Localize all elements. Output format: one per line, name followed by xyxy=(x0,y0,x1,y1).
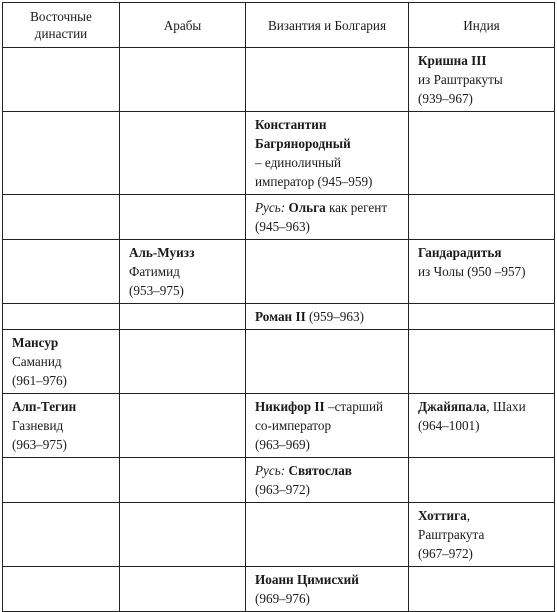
cell-line xyxy=(418,70,548,89)
ruler-name: Никифор II xyxy=(255,399,325,414)
ruler-name: Хоттига xyxy=(418,508,467,523)
cell-arabs xyxy=(120,567,246,612)
ruler-name: Мансур xyxy=(12,335,59,350)
header-eastern-dynasties: Восточные династии xyxy=(3,3,120,48)
cell-india xyxy=(409,240,555,304)
cell-line xyxy=(12,371,113,390)
cell-line xyxy=(12,435,113,454)
cell-text: (953–975) xyxy=(129,283,184,298)
cell-byzantium-bulgaria xyxy=(246,304,409,330)
cell-byzantium-bulgaria xyxy=(246,330,409,394)
cell-line xyxy=(255,172,402,191)
cell-text: (939–967) xyxy=(418,91,473,106)
cell-eastern-dynasties xyxy=(3,48,120,112)
cell-line xyxy=(418,506,548,525)
cell-arabs xyxy=(120,394,246,458)
cell-line xyxy=(418,397,548,416)
table-row xyxy=(3,458,555,503)
cell-line xyxy=(255,570,402,589)
cell-text: со-император xyxy=(255,418,332,433)
cell-line xyxy=(129,262,239,281)
cell-line xyxy=(255,397,402,416)
cell-eastern-dynasties xyxy=(3,112,120,195)
cell-india xyxy=(409,567,555,612)
cell-line xyxy=(12,397,113,416)
cell-eastern-dynasties xyxy=(3,394,120,458)
table-row xyxy=(3,330,555,394)
header-byzantium-bulgaria: Византия и Болгария xyxy=(246,3,409,48)
cell-byzantium-bulgaria xyxy=(246,394,409,458)
cell-arabs xyxy=(120,195,246,240)
cell-line xyxy=(418,89,548,108)
table-row xyxy=(3,567,555,612)
cell-eastern-dynasties xyxy=(3,503,120,567)
cell-text: (961–976) xyxy=(12,373,67,388)
region-label: Русь: xyxy=(255,463,289,478)
cell-eastern-dynasties xyxy=(3,567,120,612)
cell-text: (963–969) xyxy=(255,437,310,452)
header-arabs: Арабы xyxy=(120,3,246,48)
ruler-name: Джайяпала xyxy=(418,399,487,414)
cell-line xyxy=(255,217,402,236)
cell-text: (969–976) xyxy=(255,591,310,606)
cell-line xyxy=(418,544,548,563)
table-row xyxy=(3,503,555,567)
cell-text: , Шахи xyxy=(486,399,526,414)
cell-india xyxy=(409,112,555,195)
ruler-name: Святослав xyxy=(288,463,352,478)
cell-text: император (945–959) xyxy=(255,174,373,189)
ruler-name: Алп-Тегин xyxy=(12,399,77,414)
cell-text: (963–975) xyxy=(12,437,67,452)
cell-line xyxy=(418,262,548,281)
cell-byzantium-bulgaria xyxy=(246,195,409,240)
cell-eastern-dynasties xyxy=(3,195,120,240)
cell-india xyxy=(409,458,555,503)
cell-arabs xyxy=(120,112,246,195)
ruler-name: Константин xyxy=(255,117,327,132)
cell-text: (945–963) xyxy=(255,219,310,234)
cell-india xyxy=(409,195,555,240)
cell-line xyxy=(129,243,239,262)
table-row xyxy=(3,195,555,240)
cell-eastern-dynasties xyxy=(3,304,120,330)
cell-text: Газневид xyxy=(12,418,64,433)
ruler-name: Иоанн Цимисхий xyxy=(255,572,359,587)
header-india: Индия xyxy=(409,3,555,48)
cell-line xyxy=(12,352,113,371)
table-row xyxy=(3,394,555,458)
cell-india xyxy=(409,48,555,112)
table-row xyxy=(3,304,555,330)
cell-line xyxy=(255,435,402,454)
cell-arabs xyxy=(120,48,246,112)
cell-line xyxy=(129,281,239,300)
cell-arabs xyxy=(120,304,246,330)
cell-text: Саманид xyxy=(12,354,62,369)
cell-text: (964–1001) xyxy=(418,418,480,433)
cell-line xyxy=(255,480,402,499)
cell-line xyxy=(255,416,402,435)
ruler-name: Багрянородный xyxy=(255,136,351,151)
table-row xyxy=(3,112,555,195)
cell-eastern-dynasties xyxy=(3,330,120,394)
cell-india xyxy=(409,330,555,394)
region-label: Русь: xyxy=(255,200,289,215)
ruler-name: Роман II xyxy=(255,309,306,324)
cell-arabs xyxy=(120,240,246,304)
cell-eastern-dynasties xyxy=(3,240,120,304)
cell-text: Раштракута xyxy=(418,527,485,542)
header-row xyxy=(3,3,555,48)
cell-byzantium-bulgaria xyxy=(246,567,409,612)
table-row xyxy=(3,48,555,112)
cell-text: как регент xyxy=(325,200,388,215)
cell-line xyxy=(12,416,113,435)
ruler-name: Кришна III xyxy=(418,53,487,68)
cell-text: (967–972) xyxy=(418,546,473,561)
cell-line xyxy=(255,153,402,172)
cell-india xyxy=(409,503,555,567)
cell-byzantium-bulgaria xyxy=(246,240,409,304)
cell-line xyxy=(255,307,402,326)
cell-byzantium-bulgaria xyxy=(246,48,409,112)
cell-line xyxy=(418,525,548,544)
cell-eastern-dynasties xyxy=(3,458,120,503)
cell-text: (959–963) xyxy=(305,309,364,324)
cell-line xyxy=(255,115,402,134)
cell-india xyxy=(409,304,555,330)
cell-india xyxy=(409,394,555,458)
cell-text: Фатимид xyxy=(129,264,180,279)
chronology-table xyxy=(2,2,555,612)
cell-byzantium-bulgaria xyxy=(246,503,409,567)
cell-text: из Раштракуты xyxy=(418,72,503,87)
cell-text: , xyxy=(466,508,470,523)
cell-line xyxy=(255,461,402,480)
cell-line xyxy=(12,333,113,352)
cell-text: из Чолы (950 –957) xyxy=(418,264,526,279)
ruler-name: Ольга xyxy=(288,200,326,215)
cell-text: (963–972) xyxy=(255,482,310,497)
cell-line xyxy=(255,134,402,153)
cell-line xyxy=(418,51,548,70)
ruler-name: Аль-Муизз xyxy=(129,245,195,260)
cell-text: – единоличный xyxy=(255,155,342,170)
ruler-name: Гандарадитья xyxy=(418,245,502,260)
cell-arabs xyxy=(120,458,246,503)
cell-byzantium-bulgaria xyxy=(246,458,409,503)
table-row xyxy=(3,240,555,304)
cell-byzantium-bulgaria xyxy=(246,112,409,195)
cell-text: –старший xyxy=(324,399,384,414)
cell-line xyxy=(255,198,402,217)
cell-arabs xyxy=(120,330,246,394)
table-body xyxy=(3,48,555,612)
cell-arabs xyxy=(120,503,246,567)
cell-line xyxy=(255,589,402,608)
cell-line xyxy=(418,243,548,262)
cell-line xyxy=(418,416,548,435)
